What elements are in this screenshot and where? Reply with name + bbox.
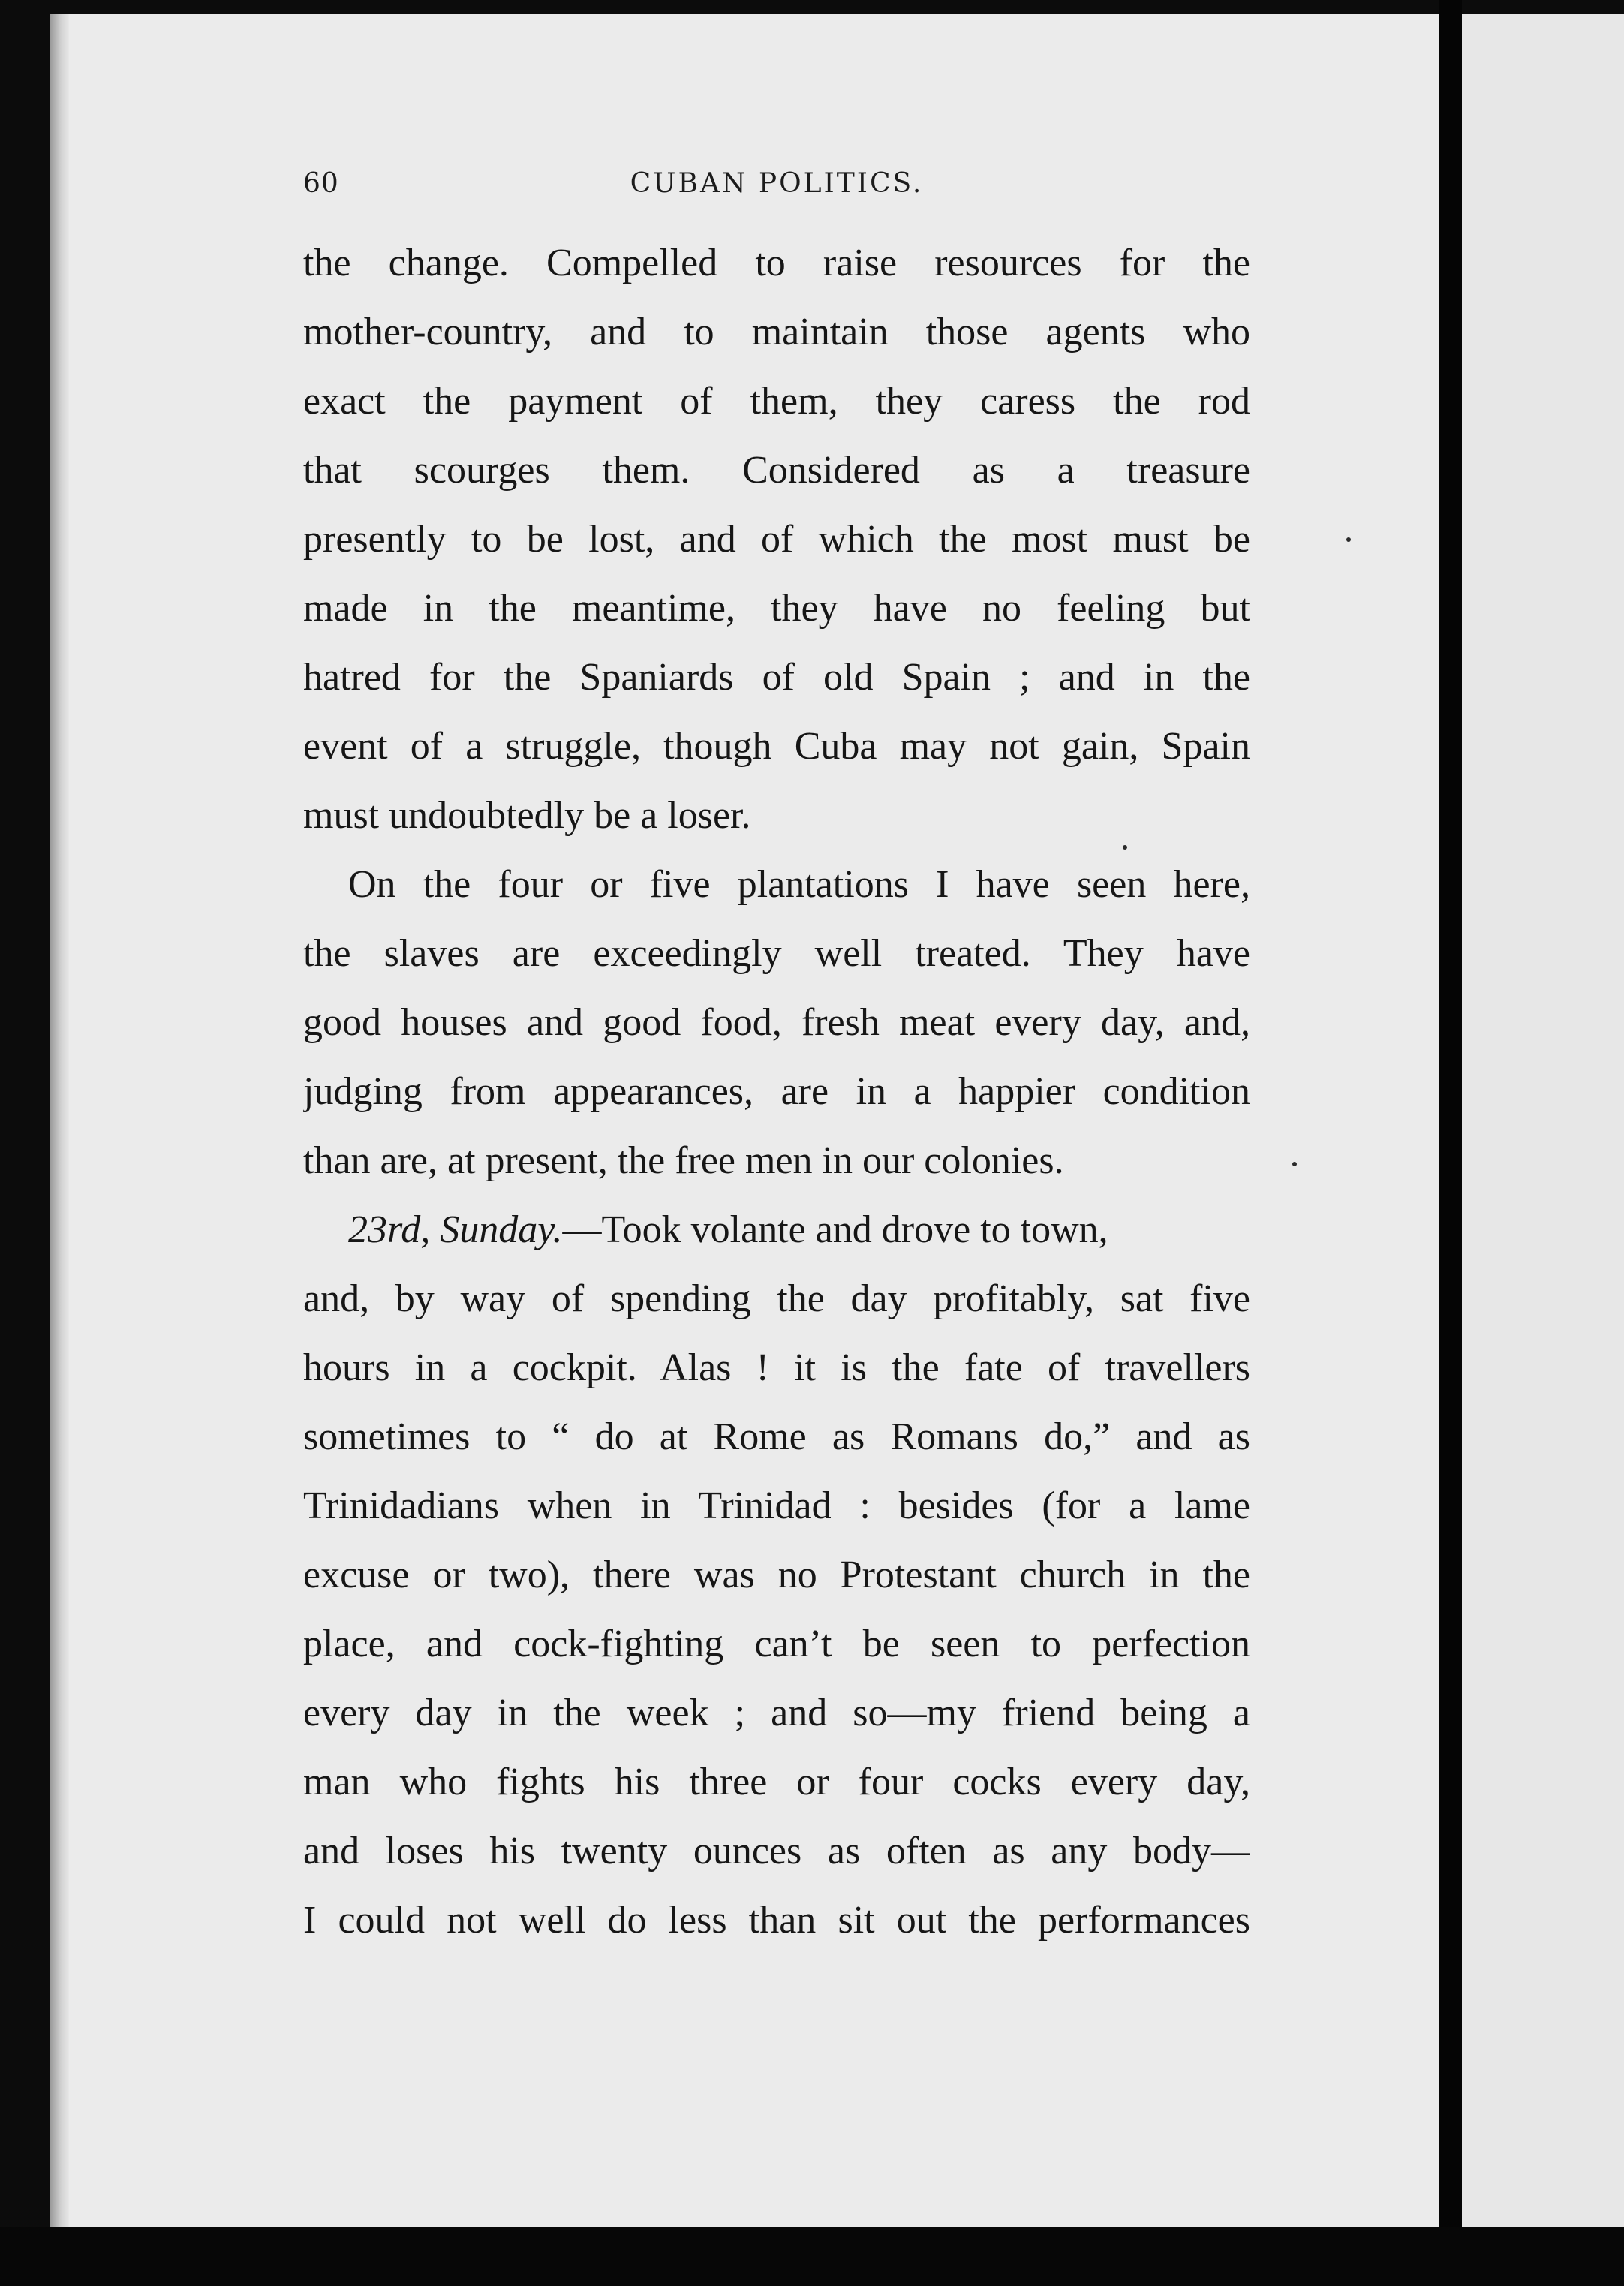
text-line: than are, at present, the free men in our colonies. [303,1139,1064,1182]
scan-speck [1292,1162,1297,1166]
text-line: that scourges them. Considered as a treasure [303,449,1250,492]
scan-bottom-border [0,2227,1624,2286]
body-text [303,229,1250,1955]
book-gutter [1439,0,1462,2286]
text-line: —Took volante and drove to town, [562,1208,1108,1251]
text-line: I could not well do less than sit out the performances [303,1899,1250,1942]
dateline: 23rd, Sunday. [348,1208,563,1251]
text-line: hours in a cockpit. Alas ! it is the fate of travellers [303,1346,1250,1389]
text-line: place, and cock-fighting can’t be seen to perfection [303,1623,1250,1665]
text-line: good houses and good food, fresh meat every day, and, [303,1001,1250,1044]
text-line: Trinidadians when in Trinidad : besides (for a lame [303,1484,1250,1527]
text-line: every day in the week ; and so—my friend being a [303,1692,1250,1734]
text-line: and, by way of spending the day profitably, sat five [303,1277,1250,1320]
text-line: presently to be lost, and of which the most must be [303,518,1250,561]
scan-speck [1123,845,1127,850]
text-line: event of a struggle, though Cuba may not gain, Spain [303,725,1250,768]
text-line: exact the payment of them, they caress the rod [303,380,1250,423]
text-line: man who fights his three or four cocks every day, [303,1761,1250,1803]
text-line: must undoubtedly be a loser. [303,794,751,837]
text-line: sometimes to “ do at Rome as Romans do,” and as [303,1415,1250,1458]
text-line: hatred for the Spaniards of old Spain ; and in the [303,656,1250,699]
text-line: the change. Compelled to raise resources for the [303,242,1250,284]
text-line: made in the meantime, they have no feeling but [303,587,1250,630]
dateline-line [303,1196,1250,1265]
text-line: judging from appearances, are in a happier condition [303,1070,1250,1113]
running-title: CUBAN POLITICS. [630,168,924,199]
page-number: 60 [303,168,339,199]
running-head [303,159,1250,209]
text-line: and loses his twenty ounces as often as any body— [303,1830,1250,1872]
scan-speck [1346,537,1351,542]
facing-page-edge [1462,14,1624,2227]
text-line: On the four or five plantations I have seen here, [348,863,1250,906]
page-binding-shadow [50,14,69,2227]
text-line: the slaves are exceedingly well treated. They have [303,932,1250,975]
text-line: mother-country, and to maintain those agents who [303,311,1250,353]
text-line: excuse or two), there was no Protestant church in the [303,1554,1250,1596]
